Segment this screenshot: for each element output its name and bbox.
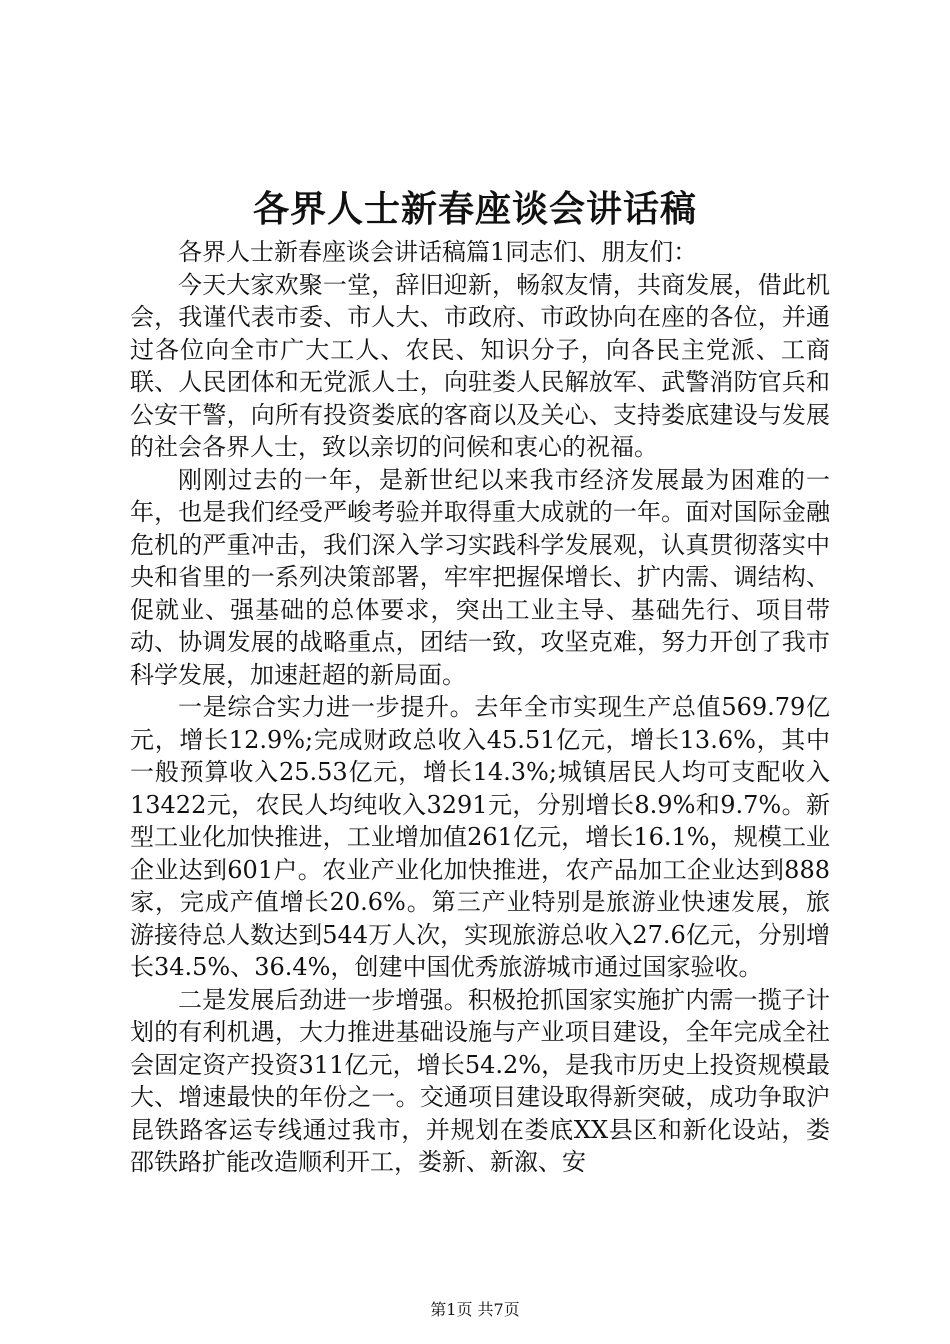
paragraph: 各界人士新春座谈会讲话稿篇1同志们、朋友们： bbox=[178, 238, 698, 266]
document-body bbox=[130, 236, 830, 1179]
page-number-footer: 第1页 共7页 bbox=[430, 1300, 520, 1319]
paragraph: 今天大家欢聚一堂，辞旧迎新，畅叙友情，共商发展，借此机会，我谨代表市委、市人大、市政府、市政协向在座的各位，并通过各位向全市广大工人、农民、知识分子，向各民主党派、工商联、人民团体和无党派人士，向驻娄人民解放军、武警消防官兵和公安干警，向所有投资娄底的客商以及关心、支持娄底建设与发展的社会各界人士，致以亲切的问候和衷心的祝福。 bbox=[130, 270, 830, 461]
paragraph: 一是综合实力进一步提升。去年全市实现生产总值569.79亿元，增长12.9%;完成财政总收入45.51亿元，增长13.6%，其中一般预算收入25.53亿元，增长14.3%;城镇居民人均可支配收入13422元，农民人均纯收入3291元，分别增长8.9%和9.7%。新型工业化加快推进，工业增加值261亿元，增长16.1%，规模工业企业达到601户。农业产业化加快推进，农产品加工企业达到888家，完成产值增长20.6%。第三产业特别是旅游业快速发展，旅游接待总人数达到544万人次，实现旅游总收入27.6亿元，分别增长34.5%、36.4%，创建中国优秀旅游城市通过国家验收。 bbox=[130, 693, 830, 981]
document-title: 各界人士新春座谈会讲话稿 bbox=[252, 188, 697, 230]
paragraph: 二是发展后劲进一步增强。积极抢抓国家实施扩内需一揽子计划的有利机遇，大力推进基础设施与产业项目建设，全年完成全社会固定资产投资311亿元，增长54.2%，是我市历史上投资规模最大、增速最快的年份之一。交通项目建设取得新突破，成功争取沪昆铁路客运专线通过我市，并规划在娄底XX县区和新化设站，娄邵铁路扩能改造顺利开工，娄新、新溆、安 bbox=[130, 985, 830, 1176]
paragraph: 刚刚过去的一年，是新世纪以来我市经济发展最为困难的一年，也是我们经受严峻考验并取得重大成就的一年。面对国际金融危机的严重冲击，我们深入学习实践科学发展观，认真贯彻落实中央和省里的一系列决策部署，牢牢把握保增长、扩内需、调结构、促就业、强基础的总体要求，突出工业主导、基础先行、项目带动、协调发展的战略重点，团结一致，攻坚克难，努力开创了我市科学发展，加速赶超的新局面。 bbox=[130, 465, 830, 689]
